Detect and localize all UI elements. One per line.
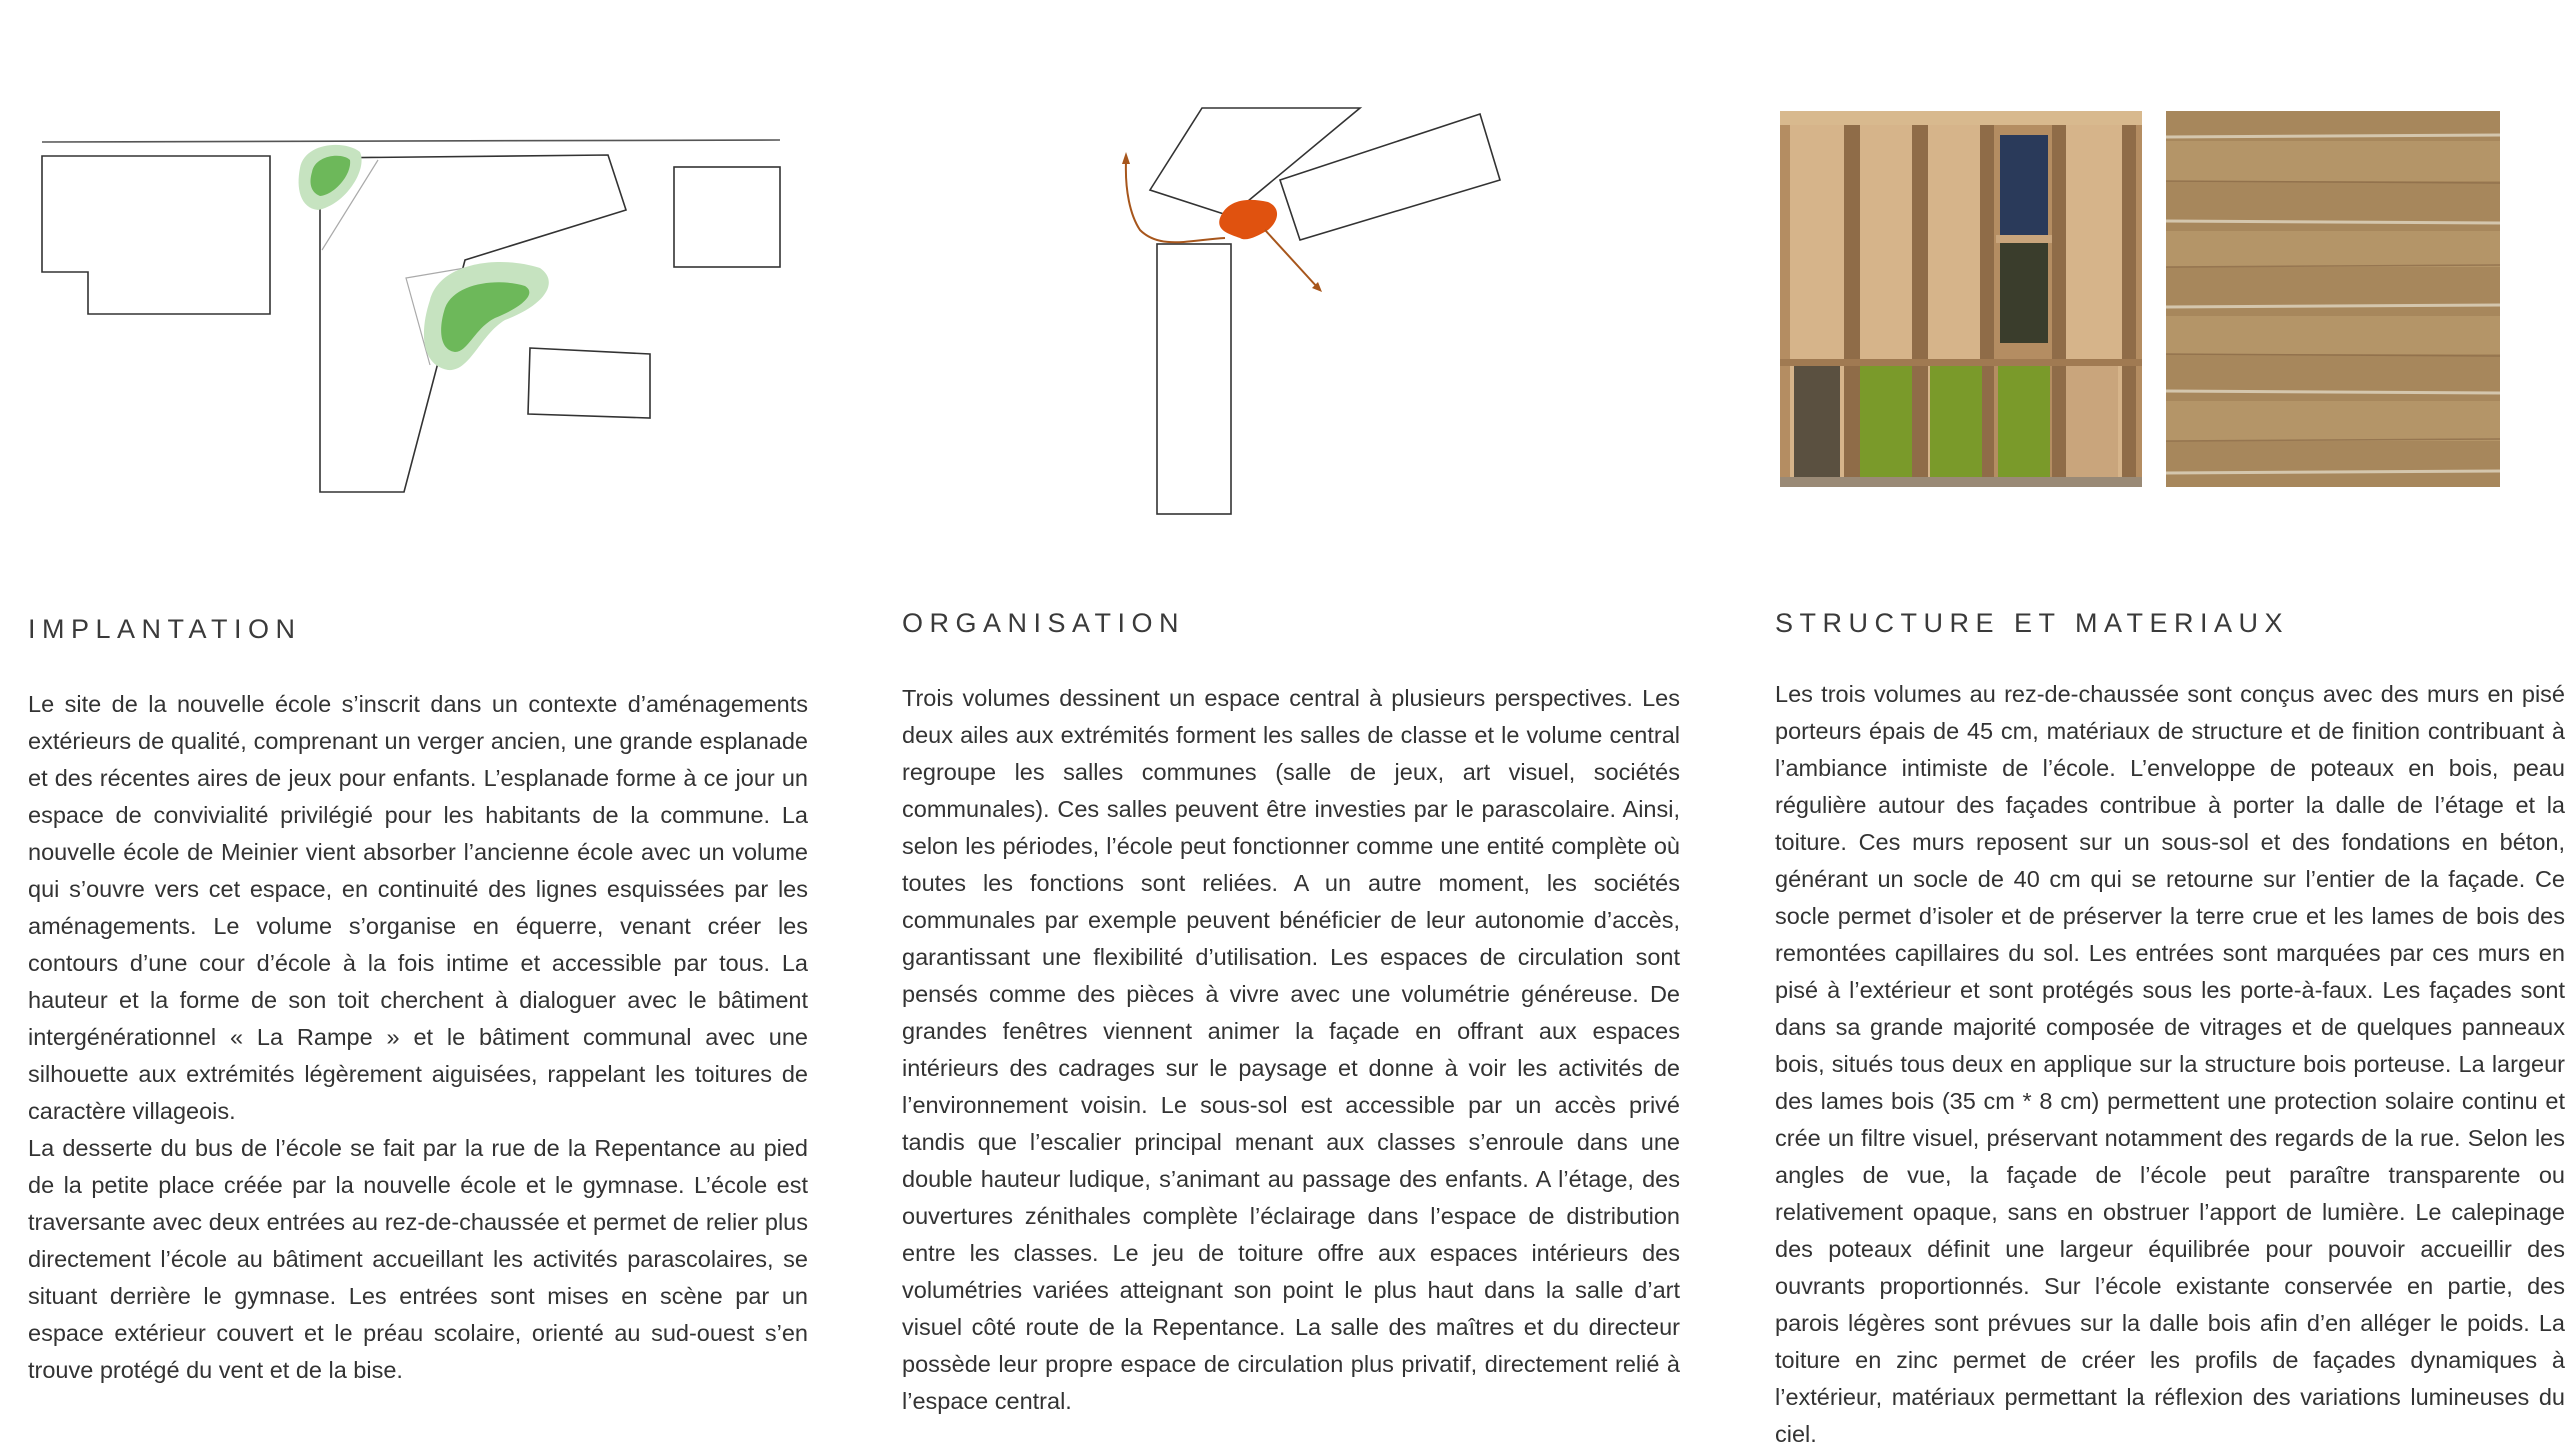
- paragraph: Les trois volumes au rez-de-chaussée sont conçus avec des murs en pisé porteurs épais de 45 cm, matériaux de structure et de finition contribuant à l’ambiance intimiste de l’école. L’enveloppe de poteaux en bois, peau régulière autour des façades contribue à porter la dalle de l’étage et la toiture. Ces murs reposent sur un sous-sol et des fondations en béton, générant un socle de 40 cm qui se retourne sur l’entier de la façade. Ce socle permet d’isoler et de préserver la terre crue et les lames de bois des remontées capillaires du sol. Les entrées sont marquées par ces murs en pisé à l’extérieur et sont protégés sous les porte-à-faux. Les façades sont dans sa grande majorité composée de vitrages et de quelques panneaux bois, situés tous deux en applique sur la structure bois porteuse. La largeur des lames bois (35 cm * 8 cm) permettent une protection solaire continu et crée un filtre visuel, préservant notamment des regards de la rue. Selon les angles de vue, la façade de l’école peut paraître transparente ou relativement opaque, sans en obstruer l’apport de lumière. Le calepinage des poteaux définit une largeur équilibrée pour pouvoir accueillir des ouvrants proportionnés. Sur l’école existante conservée en partie, des parois légères sont prévues sur la dalle bois afin d’en alléger le poids. La toiture en zinc permet de créer les profils de façades dynamiques à l’extérieur, matériaux permettant la réflexion des variations lumineuses du ciel.: [1775, 681, 2565, 1447]
- organisation-diagram: [1100, 90, 1520, 530]
- organisation-text: [902, 680, 1680, 1420]
- facade-photo: [1780, 111, 2142, 487]
- site-plan-diagram: [0, 0, 820, 520]
- paragraph: Trois volumes dessinent un espace central à plusieurs perspectives. Les deux ailes aux extrémités forment les salles de classe et le volume central regroupe les salles communes (salle de jeux, art visuel, sociétés communales). Ces salles peuvent être investies par le parascolaire. Ainsi, selon les périodes, l’école peut fonctionner comme une entité complète où toutes les fonctions sont reliées. A un autre moment, les sociétés communales par exemple peuvent bénéficier de leur autonomie d’accès, garantissant une flexibilité d’utilisation. Les espaces de circulation sont pensés comme des pièces à vivre avec une volumétrie généreuse. De grandes fenêtres viennent animer la façade en offrant aux espaces intérieurs des cadrages sur le paysage et donne à voir les activités de l’environnement voisin. Le sous-sol est accessible par un accès privé tandis que l’escalier principal menant aux classes s’enroule dans une double hauteur ludique, s’animant au passage des enfants. A l’étage, des ouvertures zénithales complète l’éclairage dans l’espace de distribution entre les classes. Le jeu de toiture offre aux espaces intérieurs des volumétries variées atteignant son point le plus haut dans la salle d’art visuel côté route de la Repentance. La salle des maîtres et du directeur possède leur propre espace de circulation plus privatif, directement relié à l’espace central.: [902, 685, 1680, 1414]
- section-heading-organisation: ORGANISATION: [902, 608, 1186, 638]
- paragraph: La desserte du bus de l’école se fait par la rue de la Repentance au pied de la petite place créée par la nouvelle école et le gymnase. L’école est traversante avec deux entrées au rez-de-chaussée et permet de relier plus directement l’école au bâtiment accueillant les activités parascolaires, se situant derrière le gymnase. Les entrées sont mises en scène par un espace extérieur couvert et le préau scolaire, orienté au sud-ouest s’en trouve protégé du vent et de la bise.: [28, 1135, 808, 1383]
- implantation-text: [28, 686, 808, 1389]
- section-heading-structure: STRUCTURE ET MATERIAUX: [1775, 608, 2290, 638]
- rammed-earth-photo: [2166, 111, 2500, 487]
- paragraph: Le site de la nouvelle école s’inscrit dans un contexte d’aménagements extérieurs de qualité, comprenant un verger ancien, une grande esplanade et des récentes aires de jeux pour enfants. L’esplanade forme à ce jour un espace de convivialité privilégié pour les habitants de la commune. La nouvelle école de Meinier vient absorber l’ancienne école avec un volume qui s’ouvre vers cet espace, en continuité des lignes esquissées par les aménagements. Le volume s’organise en équerre, venant créer les contours d’une cour d’école à la fois intime et accessible par tous. La hauteur et la forme de son toit cherchent à dialoguer avec le bâtiment intergénérationnel « La Rampe » et le bâtiment communal avec une silhouette aux extrémités légèrement aiguisées, rappelant les toitures de caractère villageois.: [28, 691, 808, 1124]
- section-heading-implantation: IMPLANTATION: [28, 614, 302, 644]
- structure-text: [1775, 676, 2565, 1447]
